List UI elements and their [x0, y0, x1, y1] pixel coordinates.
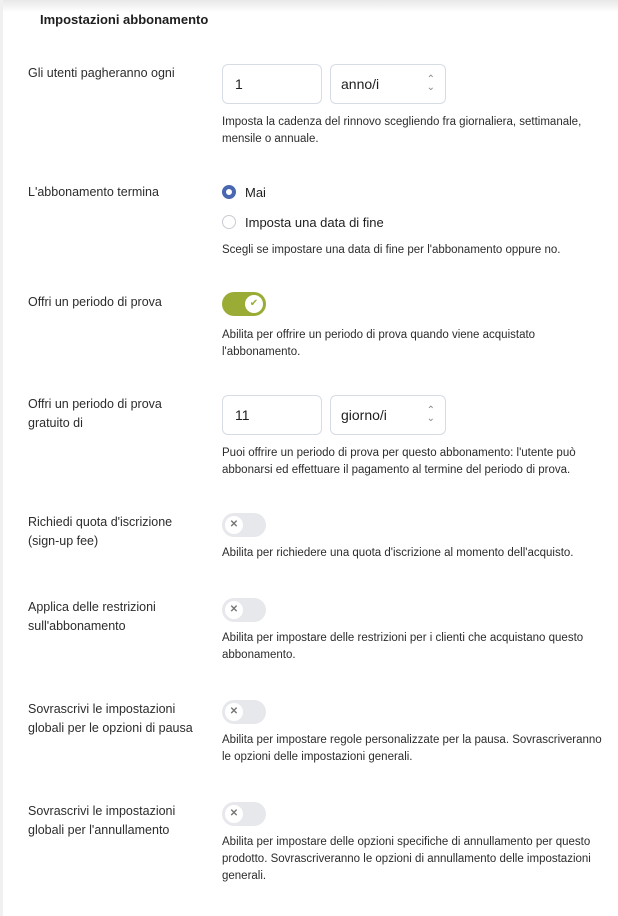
- signup-fee-toggle[interactable]: [222, 513, 266, 537]
- select-value: giorno/i: [341, 407, 387, 423]
- pause-override-toggle[interactable]: [222, 700, 266, 724]
- trial-toggle[interactable]: [222, 292, 266, 316]
- trial-unit-select[interactable]: [330, 395, 446, 435]
- help-text: Puoi offrire un periodo di prova per questo abbonamento: l'utente può abbonarsi ed effettuare il pagamento al termine del periodo di prova.: [222, 447, 576, 476]
- trial-length-input[interactable]: 11: [222, 395, 322, 435]
- x-icon: ✕: [225, 601, 243, 619]
- radio-label: Imposta una data di fine: [245, 214, 384, 230]
- chevron-updown-icon: ⌃ ⌄: [426, 405, 435, 424]
- radio-empty-icon: [222, 215, 236, 229]
- check-icon: ✔: [245, 295, 263, 313]
- row-label: Richiedi quota d'iscrizione (sign-up fee): [28, 515, 173, 548]
- radio-label: Mai: [245, 184, 266, 200]
- row-label: Offri un periodo di prova gratuito di: [28, 397, 162, 430]
- cancel-override-toggle[interactable]: [222, 802, 266, 826]
- row-label: Offri un periodo di prova: [28, 295, 162, 309]
- row-label: L'abbonamento termina: [28, 185, 159, 199]
- radio-selected-icon: [222, 185, 236, 199]
- help-text: Abilita per impostare delle opzioni specifiche di annullamento per questo prodotto. Sovrascriveranno le opzioni di annullamento delle impostazioni generali.: [222, 836, 591, 882]
- row-label: Sovrascrivi le impostazioni globali per le opzioni di pausa: [28, 702, 193, 735]
- top-shadow: [0, 0, 618, 12]
- help-text: Abilita per impostare regole personalizzate per la pausa. Sovrascriveranno le opzioni delle impostazioni generali.: [222, 734, 602, 763]
- interval-input[interactable]: 1: [222, 64, 322, 104]
- help-text: Scegli se impostare una data di fine per l'abbonamento oppure no.: [222, 244, 561, 256]
- help-text: Abilita per impostare delle restrizioni per i clienti che acquistano questo abbonamento.: [222, 632, 584, 661]
- row-label: Sovrascrivi le impostazioni globali per l'annullamento: [28, 804, 176, 837]
- radio-set-end-date[interactable]: [222, 212, 602, 232]
- help-text: Imposta la cadenza del rinnovo scegliendo fra giornaliera, settimanale, mensile o annuale.: [222, 116, 582, 145]
- help-text: Abilita per offrire un periodo di prova quando viene acquistato l'abbonamento.: [222, 329, 536, 358]
- row-label: Applica delle restrizioni sull'abbonamento: [28, 600, 156, 633]
- interval-unit-select[interactable]: [330, 64, 446, 104]
- select-value: anno/i: [341, 76, 380, 92]
- left-border: [0, 0, 3, 916]
- x-icon: ✕: [225, 516, 243, 534]
- chevron-updown-icon: ⌃ ⌄: [426, 74, 435, 93]
- radio-never[interactable]: [222, 182, 602, 202]
- x-icon: ✕: [225, 703, 243, 721]
- row-label: Gli utenti pagheranno ogni: [28, 66, 175, 80]
- x-icon: ✕: [225, 805, 243, 823]
- restrictions-toggle[interactable]: [222, 598, 266, 622]
- section-title: Impostazioni abbonamento: [40, 12, 209, 27]
- help-text: Abilita per richiedere una quota d'iscrizione al momento dell'acquisto.: [222, 547, 574, 559]
